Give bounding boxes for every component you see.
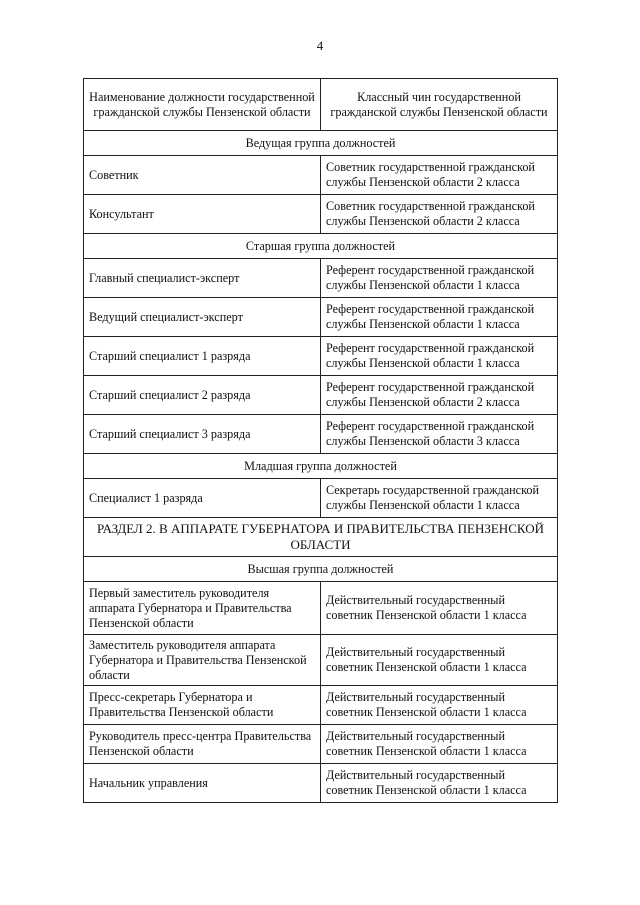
table-row xyxy=(84,337,558,376)
rank-cell: Действительный государственный советник Пензенской области 1 класса xyxy=(321,686,558,725)
position-cell: Консультант xyxy=(84,195,321,234)
group-row xyxy=(84,131,558,156)
group-senior: Старшая группа должностей xyxy=(84,234,558,259)
page-number: 4 xyxy=(316,38,324,53)
group-row xyxy=(84,454,558,479)
position-cell: Пресс-секретарь Губернатора и Правительства Пензенской области xyxy=(84,686,321,725)
table-row xyxy=(84,582,558,635)
rank-cell: Действительный государственный советник Пензенской области 1 класса xyxy=(321,635,558,686)
position-cell: Заместитель руководителя аппарата Губернатора и Правительства Пензенской области xyxy=(84,635,321,686)
rank-cell: Референт государственной гражданской службы Пензенской области 1 класса xyxy=(321,259,558,298)
table-header-row xyxy=(84,79,558,131)
table-row xyxy=(84,686,558,725)
group-row xyxy=(84,557,558,582)
civil-service-ranks-table xyxy=(83,78,558,803)
rank-cell: Действительный государственный советник Пензенской области 1 класса xyxy=(321,582,558,635)
rank-cell: Секретарь государственной гражданской службы Пензенской области 1 класса xyxy=(321,479,558,518)
table-row xyxy=(84,259,558,298)
rank-cell: Референт государственной гражданской службы Пензенской области 3 класса xyxy=(321,415,558,454)
position-cell: Советник xyxy=(84,156,321,195)
position-cell: Старший специалист 3 разряда xyxy=(84,415,321,454)
table-row xyxy=(84,376,558,415)
position-cell: Старший специалист 1 разряда xyxy=(84,337,321,376)
header-rank: Классный чин государственной гражданской службы Пензенской области xyxy=(321,79,558,131)
rank-cell: Действительный государственный советник Пензенской области 1 класса xyxy=(321,764,558,803)
table-row xyxy=(84,764,558,803)
rank-cell: Референт государственной гражданской службы Пензенской области 1 класса xyxy=(321,298,558,337)
rank-cell: Действительный государственный советник Пензенской области 1 класса xyxy=(321,725,558,764)
rank-cell: Референт государственной гражданской службы Пензенской области 2 класса xyxy=(321,376,558,415)
position-cell: Руководитель пресс-центра Правительства Пензенской области xyxy=(84,725,321,764)
header-position: Наименование должности государственной гражданской службы Пензенской области xyxy=(84,79,321,131)
rank-cell: Советник государственной гражданской службы Пензенской области 2 класса xyxy=(321,156,558,195)
position-cell: Старший специалист 2 разряда xyxy=(84,376,321,415)
group-highest: Высшая группа должностей xyxy=(84,557,558,582)
group-row xyxy=(84,234,558,259)
position-cell: Начальник управления xyxy=(84,764,321,803)
table-row xyxy=(84,156,558,195)
rank-cell: Референт государственной гражданской службы Пензенской области 1 класса xyxy=(321,337,558,376)
position-cell: Специалист 1 разряда xyxy=(84,479,321,518)
table-row xyxy=(84,479,558,518)
position-cell: Первый заместитель руководителя аппарата Губернатора и Правительства Пензенской области xyxy=(84,582,321,635)
table-row xyxy=(84,635,558,686)
position-cell: Ведущий специалист-эксперт xyxy=(84,298,321,337)
table-row xyxy=(84,415,558,454)
rank-cell: Советник государственной гражданской службы Пензенской области 2 класса xyxy=(321,195,558,234)
position-cell: Главный специалист-эксперт xyxy=(84,259,321,298)
section-row xyxy=(84,518,558,557)
section-2-title: РАЗДЕЛ 2. В АППАРАТЕ ГУБЕРНАТОРА И ПРАВИТЕЛЬСТВА ПЕНЗЕНСКОЙ ОБЛАСТИ xyxy=(84,518,558,557)
table-row xyxy=(84,725,558,764)
table-row xyxy=(84,298,558,337)
group-junior: Младшая группа должностей xyxy=(84,454,558,479)
table-row xyxy=(84,195,558,234)
group-leading: Ведущая группа должностей xyxy=(84,131,558,156)
